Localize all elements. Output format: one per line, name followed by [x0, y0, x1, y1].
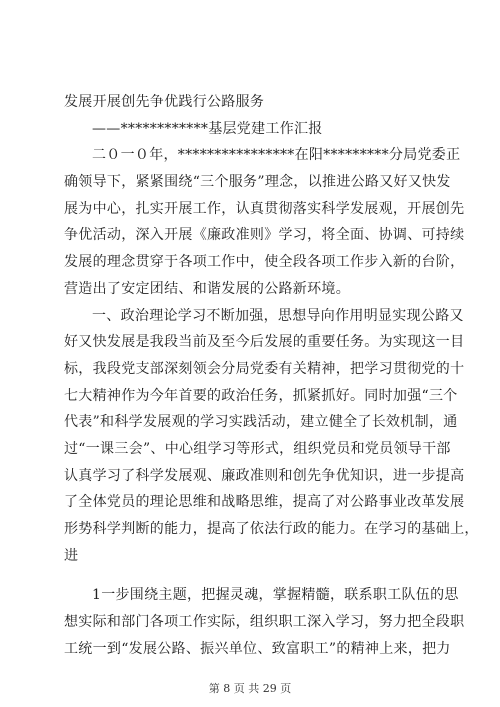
page-footer — [0, 680, 500, 696]
paragraph-3 — [64, 582, 465, 662]
document-title: 发展开展创先争优践行公路服务 — [64, 94, 265, 110]
paragraph-line: 好又快发展是我段当前及至今后发展的重要任务。为实现这一目 — [64, 334, 465, 351]
document-body — [64, 89, 479, 662]
paragraph-line: 七大精神作为今年首要的政治任务，抓紧抓好。同时加强“三个 — [64, 387, 458, 404]
paragraph-line: 代表”和科学发展观的学习实践活动，建立健全了长效机制，通 — [64, 414, 458, 431]
paragraph-line: 1一步围绕主题，把握灵魂，掌握精髓，联系职工队伍的思 — [92, 587, 459, 604]
paragraph-line: 进 — [64, 547, 79, 564]
paragraph-gap — [64, 569, 436, 582]
paragraph-line: 确领导下，紧紧围绕“三个服务”理念，以推进公路又好又快发 — [64, 174, 451, 191]
paragraph-line: 了全体党员的理论思维和战略思维，提高了对公路事业改革发展 — [64, 494, 465, 511]
paragraph-line: 一、政治理论学习不断加强，思想导向作用明显实现公路又 — [92, 307, 464, 324]
paragraph-line: 争优活动，深入开展《廉政准则》学习，将全面、协调、可持续 — [64, 227, 465, 244]
paragraph-line: 发展的理念贯穿于各项工作中，使全段各项工作步入新的台阶， — [64, 254, 465, 271]
paragraph-line: 展为中心，扎实开展工作，认真贯彻落实科学发展观，开展创先 — [64, 200, 465, 217]
paragraph-line: 认真学习了科学发展观、廉政准则和创先争优知识，进一步提高 — [64, 467, 465, 484]
paragraph-line: 二０一０年，****************在阳*********分局党委正 — [92, 147, 461, 164]
paragraph-2 — [64, 303, 479, 570]
page-number-label: 第 8 页 共 29 页 — [208, 682, 292, 695]
paragraph-1 — [64, 142, 465, 302]
paragraph-line: 营造出了安定团结、和谐发展的公路新环境。 — [64, 280, 350, 297]
paragraph-line: 工统一到“发展公路、振兴单位、致富职工”的精神上来，把力 — [64, 640, 451, 657]
paragraph-line: 过“一课三会”、中心组学习等形式，组织党员和党员领导干部 — [64, 440, 451, 457]
paragraph-line: 标，我段党支部深刻领会分局党委有关精神，把学习贯彻党的十 — [64, 360, 465, 377]
paragraph-line: 形势科学判断的能力，提高了依法行政的能力。在学习的基础上， — [64, 521, 479, 537]
document-subtitle: ——************基层党建工作汇报 — [92, 120, 323, 137]
paragraph-line: 想实际和部门各项工作实际，组织职工深入学习，努力把全段职 — [64, 614, 465, 631]
